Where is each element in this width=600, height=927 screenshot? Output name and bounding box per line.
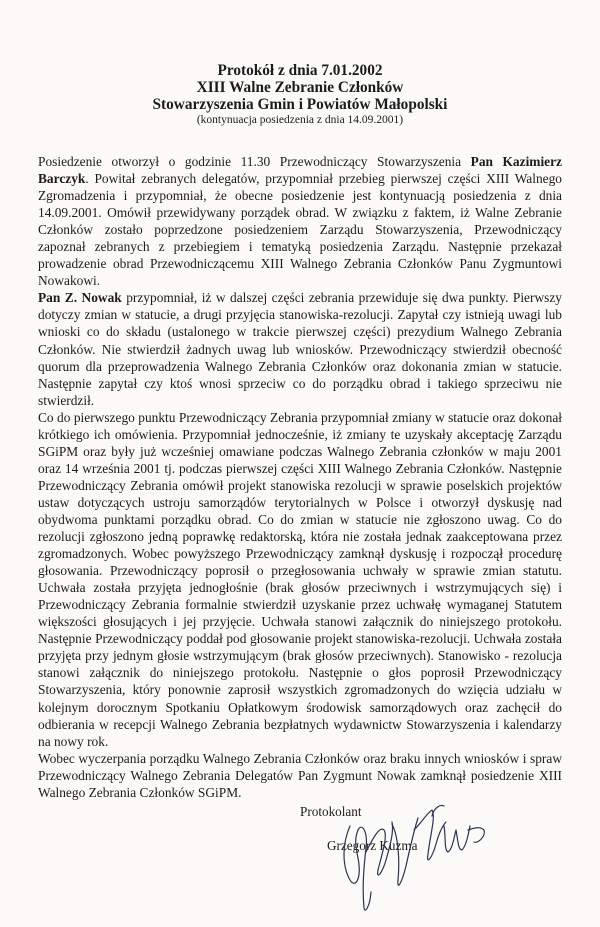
handwritten-signature: [328, 796, 508, 921]
document-header: [0, 0, 600, 127]
organization-title: Stowarzyszenia Gmin i Powiatów Małopolski: [152, 96, 448, 113]
paragraph-opening: [38, 153, 562, 289]
paragraph-agenda: [38, 289, 562, 408]
meeting-title: XIII Walne Zebranie Członków: [196, 79, 404, 96]
signature-label: Protokolant: [300, 804, 362, 819]
paragraph-text: Posiedzenie otworzył o godzinie 11.30 Przewodniczący Stowarzyszenia: [38, 154, 471, 169]
protocol-title: Protokół z dnia 7.01.2002: [217, 62, 383, 79]
paragraph-proceedings: Co do pierwszego punktu Przewodniczący Zebrania przypomniał zmiany w statucie oraz dokonał krótkiego ich omówienia. Przypomniał jednocześnie, iż zmiany te uzyskały akceptację Zarządu SGiPM oraz były już wcześniej omawiane podczas Walnego Zebrania członków w maju 2001 oraz 14 września 2001 tj. podczas pierwszej części XIII Walnego Zebrania Członków. Następnie Przewodniczący Zebrania omówił projekt stanowiska rezolucji w sprawie poselskich projektów ustaw dotyczących ustroju samorządów terytorialnych w Polsce i otworzył dyskusję nad obydwoma punktami porządku obrad. Co do zmian w statucie nie zgłoszono uwag. Co do rezolucji zgłoszono jedną poprawkę redaktorską, która nie została jednak zaakceptowana przez zgromadzonych. Wobec powyższego Przewodniczący zamknął dyskusję i rozpoczął procedurę głosowania. Przewodniczący poprosił o przegłosowania uchwały w sprawie zmian statutu. Uchwała została przyjęta jednogłośnie (brak głosów przeciwnych i wstrzymujących się) i Przewodniczący Zebrania formalnie stwierdził uzyskanie przez uchwałę wymaganej Statutem większości głosujących i jej przyjęcie. Uchwała stanowi załącznik do niniejszego protokołu. Następnie Przewodniczący poddał pod głosowanie projekt stanowiska-rezolucji. Uchwała została przyjęta przy jednym głosie wstrzymującym (brak głosów przeciwnych). Stanowisko - rezolucja stanowi załącznik do niniejszego protokołu. Następnie o głos poprosił Przewodniczący Stowarzyszenia, który ponownie zaprosił wszystkich zgromadzonych do wzięcia udziału w kolejnym dorocznym Spotkaniu Opłatkowym środowisk samorządowych oraz zachęcił do odbierania w recepcji Walnego Zebrania bezpłatnych wydawnictw Stowarzyszenia i kalendarzy na nowy rok.: [38, 409, 562, 749]
document-body: [38, 153, 562, 801]
presiding-name: Pan Z. Nowak: [38, 290, 122, 306]
paragraph-text: . Powitał zebranych delegatów, przypomniał przebieg pierwszej części XIII Walnego Zgromadzenia i przypomniał, że obecne posiedzenie jest kontynuacją posiedzenia z dnia 14.09.2001. Omówił przewidywany porządek obrad. W związku z faktem, iż Walne Zebranie Członków zostało poprzedzone posiedzeniem Zarządu Stowarzyszenia, Przewodniczący zapoznał zebranych z przebiegiem i tematyką posiedzenia Zarządu. Następnie przekazał prowadzenie obrad Przewodniczącemu XIII Walnego Zebrania Członków Panu Zygmuntowi Nowakowi.: [38, 171, 562, 289]
header-subtitle: (kontynuacja posiedzenia z dnia 14.09.2001): [196, 114, 404, 126]
paragraph-text: przypomniał, iż w dalszej części zebrania przewiduje się dwa punkty. Pierwszy dotyczy zmian w statucie, a drugi przyjęcia stanowiska-rezolucji. Zapytał czy istnieją uwagi lub wnioski co do składu (ustalonego w trakcie pierwszej części) prezydium Walnego Zebrania Członków. Nie stwierdził żadnych uwag lub wniosków. Przewodniczący stwierdził obecność quorum dla przeprowadzenia Walnego Zebrania Członków oraz dokonania zmian w statucie. Następnie zapytał czy ktoś wnosi sprzeciw co do porządku obrad i takiego sprzeciwu nie stwierdził.: [38, 290, 562, 408]
signature-block: [300, 804, 520, 924]
paragraph-closing: Wobec wyczerpania porządku Walnego Zebrania Członków oraz braku innych wniosków i spraw Przewodniczący Walnego Zebrania Delegatów Pan Zygmunt Nowak zamknął posiedzenie XIII Walnego Zebrania Członków SGiPM.: [38, 750, 562, 800]
chairman-name: Pan Kazimierz Barczyk: [38, 154, 562, 187]
signatory-name: Grzegorz Kuzma: [327, 838, 418, 853]
